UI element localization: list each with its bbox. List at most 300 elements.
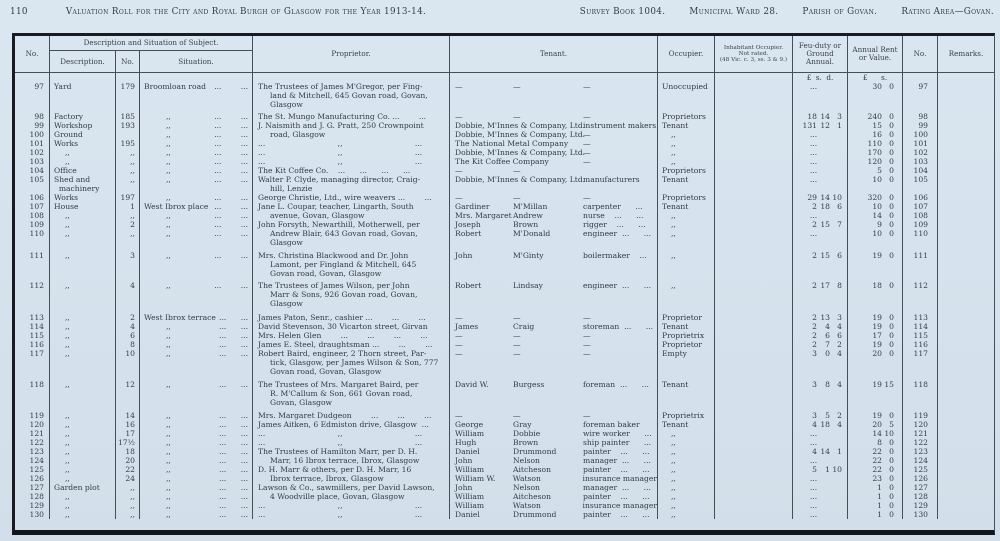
tenant-occupation: ship painter ... [583, 438, 652, 447]
cell-feu-duty [793, 465, 848, 474]
cell-no2: 129 [903, 501, 938, 510]
cell-remarks [938, 398, 994, 407]
cell-roll-no: 130 [15, 510, 50, 519]
table-row [15, 447, 994, 456]
cell-occupier [658, 238, 715, 247]
cell-occupier: ,, [658, 483, 715, 492]
table-row [15, 100, 994, 109]
cell-situation [140, 340, 253, 349]
cell-remarks [938, 349, 994, 358]
table-header [15, 36, 994, 73]
cell-no2 [903, 260, 938, 269]
cell-roll-no [15, 91, 50, 100]
table-row [15, 148, 994, 157]
header-tenant: Tenant. [450, 36, 658, 72]
cell-description: ,, [50, 492, 116, 501]
cell-situation [140, 175, 253, 184]
cell-roll-no: 97 [15, 82, 50, 91]
feu-dots: ... [809, 148, 818, 157]
cell-situation [140, 130, 253, 139]
cell-annual-rent [848, 220, 903, 229]
cell-occupier [658, 100, 715, 109]
feu-pounds: 2 [812, 313, 817, 322]
tenant-occupation: engineer ... ... [583, 229, 651, 238]
situation-dots: ... ... [214, 130, 248, 139]
feu-dots: ... [809, 438, 818, 447]
cell-blank [140, 73, 253, 82]
cell-house-no [116, 91, 140, 100]
tenant-forename: John [455, 456, 473, 465]
tenant-occupation: insurance manager [582, 501, 657, 510]
table-row [15, 420, 994, 429]
table-row [15, 407, 994, 420]
tenant-surname: Lindsay [513, 281, 543, 290]
cell-feu-duty [793, 340, 848, 349]
cell-remarks [938, 202, 994, 211]
cell-inhabitant-occupier [715, 389, 793, 398]
cell-description: ,, [50, 465, 116, 474]
table-row [15, 492, 994, 501]
situation-dots: ... ... [219, 465, 248, 474]
cell-proprietor: ... ,, ... [253, 429, 450, 438]
table-row [15, 389, 994, 398]
table-row [15, 166, 994, 175]
cell-feu-duty [793, 166, 848, 175]
cell-proprietor: ... ,, ... [253, 139, 450, 148]
cell-situation [140, 501, 253, 510]
survey-book: Survey Book 1004. [579, 7, 666, 17]
rent-pounds: 8 [877, 438, 882, 447]
cell-house-no: 1 [116, 202, 140, 211]
cell-inhabitant-occupier [715, 420, 793, 429]
cell-situation [140, 166, 253, 175]
cell-occupier: Proprietrix [658, 331, 715, 340]
cell-annual-rent [848, 157, 903, 166]
cell-tenant [450, 184, 658, 193]
rent-shillings: 0 [889, 211, 894, 220]
cell-roll-no [15, 290, 50, 299]
cell-house-no: 193 [116, 121, 140, 130]
cell-annual-rent [848, 229, 903, 238]
cell-remarks [938, 130, 994, 139]
situation-dots: ... ... [219, 380, 248, 389]
header-no2: No. [903, 36, 938, 72]
cell-house-no: 2 [116, 308, 140, 322]
cell-annual-rent [848, 247, 903, 260]
tenant-forename: William W. [455, 474, 496, 483]
tenant-forename: David W. [455, 380, 489, 389]
feu-pence: 3 [837, 112, 842, 121]
cell-proprietor: Marr & Sons, 926 Govan road, Govan, [253, 290, 450, 299]
header-inhabitant-line1: Inhabitant Occupier. [723, 44, 784, 51]
feu-pence: 8 [837, 281, 842, 290]
cell-remarks [938, 269, 994, 278]
cell-description: ,, [50, 456, 116, 465]
situation-text: ,, [166, 322, 171, 331]
cell-tenant [450, 238, 658, 247]
rent-shillings: 0 [889, 112, 894, 121]
header-inhabitant-line3: (48 Vic. c. 3, ss. 3 & 9.) [719, 57, 788, 64]
rent-shillings: 0 [889, 139, 894, 148]
cell-occupier: ,, [658, 130, 715, 139]
cell-tenant [450, 175, 658, 184]
cell-no2: 114 [903, 322, 938, 331]
rent-pounds: 110 [867, 139, 882, 148]
feu-units-label: £ s. d. [793, 73, 848, 82]
cell-situation [140, 82, 253, 91]
cell-proprietor: James Aitken, 6 Edmiston drive, Glasgow ... [253, 420, 450, 429]
feu-pence: 10 [832, 465, 842, 474]
parish: Parish of Govan. [802, 7, 878, 17]
cell-tenant [450, 456, 658, 465]
feu-shillings: 18 [820, 420, 830, 429]
cell-occupier [658, 389, 715, 398]
cell-description [50, 398, 116, 407]
situation-text: ,, [166, 229, 171, 238]
cell-house-no: ,, [116, 148, 140, 157]
table-row [15, 465, 994, 474]
cell-roll-no: 100 [15, 130, 50, 139]
cell-inhabitant-occupier [715, 492, 793, 501]
cell-description: Office [50, 166, 116, 175]
situation-text: ,, [166, 483, 171, 492]
tenant-occupation: — [583, 193, 591, 202]
tenant-occupation: — [583, 157, 591, 166]
cell-annual-rent [848, 438, 903, 447]
cell-remarks [938, 358, 994, 367]
cell-description [50, 290, 116, 299]
tenant-forename: Robert [455, 229, 482, 238]
tenant-surname: Andrew [513, 211, 543, 220]
cell-occupier: ,, [658, 465, 715, 474]
cell-description: ,, [50, 376, 116, 389]
cell-inhabitant-occupier [715, 358, 793, 367]
table-row [15, 220, 994, 229]
tenant-forename: — [455, 349, 463, 358]
rent-shillings: 0 [889, 148, 894, 157]
cell-annual-rent [848, 175, 903, 184]
cell-description: ,, [50, 349, 116, 358]
cell-no2 [903, 290, 938, 299]
rent-shillings: 0 [889, 411, 894, 420]
situation-dots: ... ... [219, 331, 248, 340]
table-row [15, 501, 994, 510]
table-row [15, 438, 994, 447]
cell-no2: 102 [903, 148, 938, 157]
page-number: 110 [10, 7, 28, 17]
feu-pounds: 18 [807, 112, 817, 121]
cell-roll-no: 128 [15, 492, 50, 501]
cell-tenant [450, 148, 658, 157]
table-row [15, 109, 994, 121]
tenant-surname: — [513, 340, 521, 349]
cell-inhabitant-occupier [715, 510, 793, 519]
cell-feu-duty [793, 193, 848, 202]
cell-occupier: ,, [658, 438, 715, 447]
tenant-occupation: — [583, 82, 591, 91]
situation-dots: ... ... [214, 281, 248, 290]
cell-tenant [450, 290, 658, 299]
cell-situation [140, 247, 253, 260]
cell-house-no: 14 [116, 407, 140, 420]
tenant-occupation: — [583, 148, 591, 157]
cell-description: Garden plot [50, 483, 116, 492]
cell-situation [140, 148, 253, 157]
cell-tenant [450, 82, 658, 91]
cell-situation [140, 438, 253, 447]
valuation-table [12, 33, 995, 535]
tenant-occupation: storeman ... ... [583, 322, 654, 331]
cell-tenant [450, 202, 658, 211]
cell-no2: 105 [903, 175, 938, 184]
tenant-forename: Mrs. Margaret [455, 211, 512, 220]
cell-occupier: ,, [658, 211, 715, 220]
cell-no2: 124 [903, 456, 938, 465]
cell-tenant [450, 474, 658, 483]
cell-feu-duty [793, 322, 848, 331]
cell-no2: 99 [903, 121, 938, 130]
tenant-forename: — [455, 340, 463, 349]
cell-no2 [903, 398, 938, 407]
cell-description: Yard [50, 82, 116, 91]
cell-situation [140, 358, 253, 367]
cell-proprietor: 4 Woodville place, Govan, Glasgow [253, 492, 450, 501]
cell-occupier: ,, [658, 474, 715, 483]
cell-remarks [938, 407, 994, 420]
cell-roll-no: 127 [15, 483, 50, 492]
cell-house-no: 16 [116, 420, 140, 429]
cell-proprietor: avenue, Govan, Glasgow [253, 211, 450, 220]
rent-pounds: 240 [867, 112, 882, 121]
rent-pounds: 170 [867, 148, 882, 157]
cell-annual-rent [848, 429, 903, 438]
feu-pence: 2 [837, 411, 842, 420]
cell-description: Factory [50, 109, 116, 121]
tenant-forename: Daniel [455, 510, 480, 519]
header-roll-no: No. [15, 36, 50, 72]
situation-text: ,, [166, 166, 171, 175]
cell-proprietor: Govan road, Govan, Glasgow [253, 269, 450, 278]
cell-no2 [903, 238, 938, 247]
cell-roll-no: 118 [15, 376, 50, 389]
rent-pounds: 1 [877, 483, 882, 492]
cell-description: Workshop [50, 121, 116, 130]
cell-occupier [658, 290, 715, 299]
cell-tenant [450, 447, 658, 456]
tenant-occupation [583, 166, 657, 175]
cell-no2: 126 [903, 474, 938, 483]
tenant-forename: — [455, 313, 463, 322]
tenant-occupation: manufacturers [583, 175, 640, 184]
cell-annual-rent [848, 278, 903, 290]
cell-proprietor: D. H. Marr & others, per D. H. Marr, 16 [253, 465, 450, 474]
tenant-surname: M'Ginty [513, 251, 544, 260]
cell-proprietor: The Trustees of Hamilton Marr, per D. H. [253, 447, 450, 456]
cell-inhabitant-occupier [715, 91, 793, 100]
cell-feu-duty [793, 492, 848, 501]
tenant-occupation: foreman ... ... [583, 380, 649, 389]
feu-pounds: 3 [812, 349, 817, 358]
cell-description [50, 260, 116, 269]
cell-house-no: ,, [116, 483, 140, 492]
cell-no2: 103 [903, 157, 938, 166]
tenant-forename: John [455, 251, 473, 260]
cell-description: ,, [50, 247, 116, 260]
cell-house-no: 17½ [116, 438, 140, 447]
cell-proprietor: tick, Glasgow, per James Wilson & Son, 777 [253, 358, 450, 367]
cell-feu-duty [793, 398, 848, 407]
table-row [15, 211, 994, 220]
table-row [15, 91, 994, 100]
cell-feu-duty [793, 501, 848, 510]
cell-feu-duty [793, 367, 848, 376]
cell-situation [140, 220, 253, 229]
situation-text: ,, [166, 447, 171, 456]
cell-proprietor: R. M'Callum & Son, 661 Govan road, [253, 389, 450, 398]
cell-annual-rent [848, 193, 903, 202]
cell-remarks [938, 175, 994, 184]
cell-occupier: Tenant [658, 420, 715, 429]
feu-dots: ... [809, 211, 818, 220]
tenant-forename: — [455, 331, 463, 340]
cell-inhabitant-occupier [715, 322, 793, 331]
rent-pounds: 10 [872, 229, 882, 238]
table-row [15, 247, 994, 260]
cell-proprietor: Lamont, per Fingland & Mitchell, 645 [253, 260, 450, 269]
rent-shillings: 0 [889, 510, 894, 519]
table-row [15, 349, 994, 358]
cell-roll-no: 129 [15, 501, 50, 510]
rent-shillings: 0 [889, 492, 894, 501]
cell-feu-duty [793, 238, 848, 247]
cell-description: ,, [50, 278, 116, 290]
cell-description: ,, [50, 340, 116, 349]
cell-tenant [450, 109, 658, 121]
rent-shillings: 0 [889, 331, 894, 340]
cell-roll-no [15, 238, 50, 247]
cell-house-no: ,, [116, 510, 140, 519]
cell-blank [938, 73, 994, 82]
cell-annual-rent [848, 166, 903, 175]
cell-tenant [450, 376, 658, 389]
cell-tenant [450, 269, 658, 278]
cell-house-no: 2 [116, 220, 140, 229]
cell-situation [140, 447, 253, 456]
situation-dots: ... ... [214, 148, 248, 157]
feu-dots: ... [809, 229, 818, 238]
table-row [15, 340, 994, 349]
tenant-forename: Hugh [455, 438, 477, 447]
cell-annual-rent [848, 340, 903, 349]
rent-pounds: 22 [872, 465, 882, 474]
cell-roll-no: 102 [15, 148, 50, 157]
cell-house-no: ,, [116, 175, 140, 184]
cell-house-no [116, 299, 140, 308]
rent-shillings: 0 [889, 349, 894, 358]
cell-inhabitant-occupier [715, 229, 793, 238]
cell-roll-no [15, 269, 50, 278]
rent-shillings: 0 [889, 501, 894, 510]
cell-no2: 127 [903, 483, 938, 492]
cell-tenant [450, 322, 658, 331]
cell-description: ,, [50, 429, 116, 438]
cell-roll-no [15, 260, 50, 269]
feu-pence: 6 [837, 202, 842, 211]
cell-inhabitant-occupier [715, 438, 793, 447]
cell-no2: 111 [903, 247, 938, 260]
rent-pounds: 15 [872, 121, 882, 130]
cell-proprietor: Mrs. Margaret Dudgeon ... ... ... [253, 407, 450, 420]
rent-pounds: 19 [872, 251, 882, 260]
feu-pence: 4 [837, 349, 842, 358]
situation-dots: ... ... [219, 438, 248, 447]
cell-occupier [658, 260, 715, 269]
tenant-surname: Nelson [513, 483, 540, 492]
feu-shillings: 5 [825, 411, 830, 420]
header-house-no: No. [116, 51, 140, 72]
cell-description [50, 389, 116, 398]
cell-annual-rent [848, 100, 903, 109]
rent-pounds: 120 [867, 157, 882, 166]
cell-remarks [938, 157, 994, 166]
cell-occupier: ,, [658, 510, 715, 519]
cell-house-no: 197 [116, 193, 140, 202]
feu-pounds: 5 [812, 465, 817, 474]
situation-dots: ... ... [214, 82, 248, 91]
feu-pounds: 3 [812, 380, 817, 389]
cell-blank [658, 73, 715, 82]
cell-roll-no: 105 [15, 175, 50, 184]
situation-dots: ... ... [214, 121, 248, 130]
situation-dots: ... ... [214, 211, 248, 220]
feu-shillings: 8 [825, 380, 830, 389]
cell-feu-duty [793, 269, 848, 278]
cell-occupier: ,, [658, 456, 715, 465]
tenant-surname: Gray [513, 420, 532, 429]
rent-shillings: 0 [889, 483, 894, 492]
situation-dots: ... ... [214, 175, 248, 184]
cell-tenant [450, 358, 658, 367]
feu-shillings: 1 [825, 465, 830, 474]
cell-house-no [116, 389, 140, 398]
feu-dots: ... [809, 166, 818, 175]
feu-shillings: 4 [825, 322, 830, 331]
situation-text: ,, [166, 211, 171, 220]
situation-dots: ... ... [214, 166, 248, 175]
tenant-name: Dobbie, M'Innes & Company, Ltd. [455, 175, 586, 184]
rent-shillings: 0 [889, 251, 894, 260]
cell-inhabitant-occupier [715, 100, 793, 109]
cell-occupier [658, 398, 715, 407]
cell-tenant [450, 429, 658, 438]
situation-text: ,, [166, 429, 171, 438]
cell-roll-no: 116 [15, 340, 50, 349]
cell-proprietor: The Trustees of James Wilson, per John [253, 278, 450, 290]
cell-description [50, 238, 116, 247]
cell-situation [140, 389, 253, 398]
cell-no2: 118 [903, 376, 938, 389]
cell-roll-no [15, 299, 50, 308]
feu-pounds: 4 [812, 420, 817, 429]
cell-annual-rent [848, 376, 903, 389]
rent-shillings: 0 [889, 82, 894, 91]
table-row [15, 202, 994, 211]
rent-shillings: 0 [889, 202, 894, 211]
rent-shillings: 0 [889, 121, 894, 130]
feu-pounds: 2 [812, 281, 817, 290]
feu-pence: 6 [837, 251, 842, 260]
cell-situation [140, 157, 253, 166]
